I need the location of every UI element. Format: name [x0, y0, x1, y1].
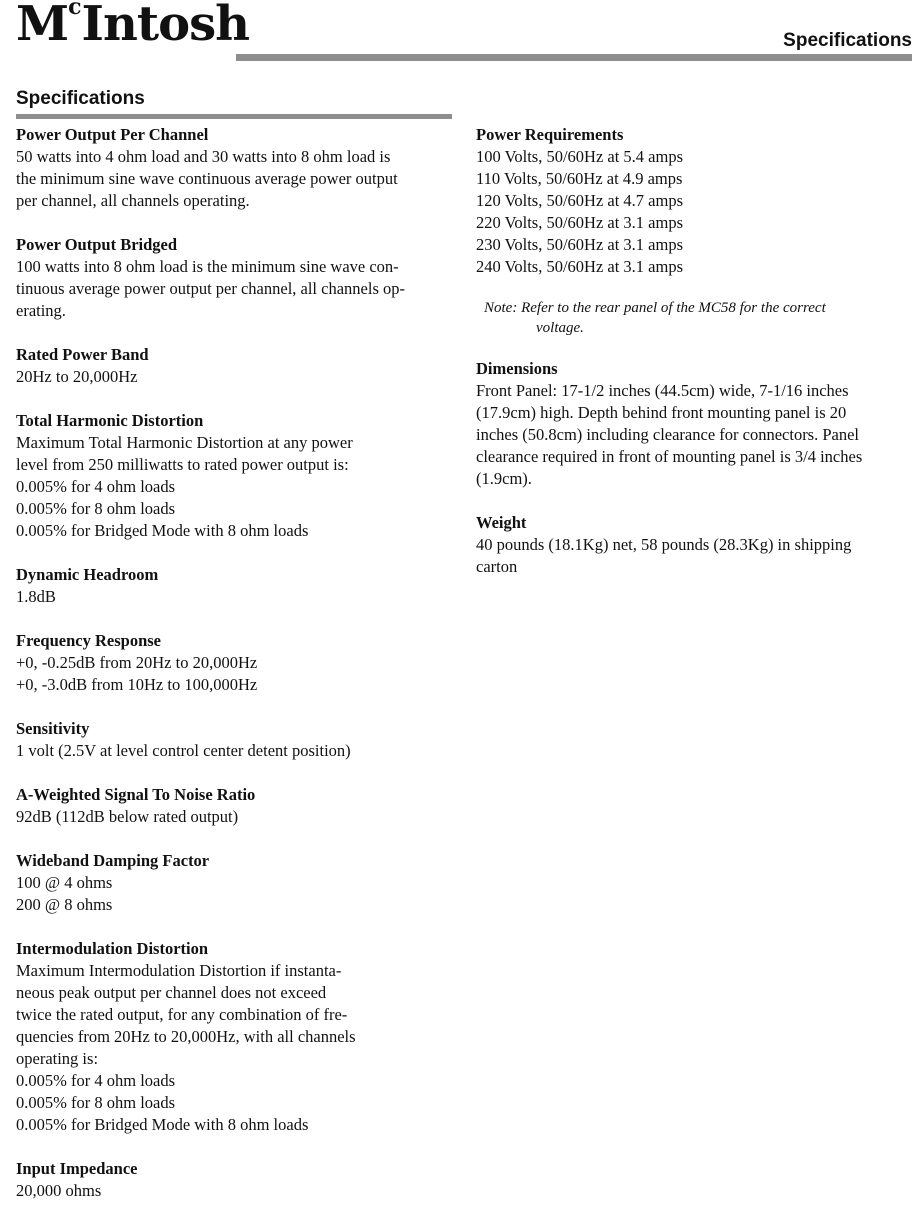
left-spec-column: [16, 124, 456, 1224]
spec-title: Intermodulation Distortion: [16, 939, 209, 958]
spec-line: 100 @ 4 ohms: [16, 873, 113, 892]
spec-line: the minimum sine wave continuous average power output: [16, 169, 398, 188]
spec-block: [16, 410, 456, 542]
spec-title: Rated Power Band: [16, 345, 149, 364]
spec-line: (1.9cm).: [476, 469, 532, 488]
spec-block: [16, 344, 456, 388]
spec-title: Sensitivity: [16, 719, 90, 738]
spec-line: 230 Volts, 50/60Hz at 3.1 amps: [476, 235, 684, 254]
spec-line: 240 Volts, 50/60Hz at 3.1 amps: [476, 257, 684, 276]
spec-title: Frequency Response: [16, 631, 161, 650]
spec-line: 20Hz to 20,000Hz: [16, 367, 138, 386]
spec-line: 120 Volts, 50/60Hz at 4.7 amps: [476, 191, 684, 210]
spec-line: Maximum Total Harmonic Distortion at any power: [16, 433, 353, 452]
spec-block: [16, 938, 456, 1136]
spec-line: 40 pounds (18.1Kg) net, 58 pounds (28.3Kg) in shipping: [476, 535, 852, 554]
spec-title: Dynamic Headroom: [16, 565, 159, 584]
note-line: Note: Refer to the rear panel of the MC58 for the correct: [484, 300, 826, 316]
spec-title: Dimensions: [476, 359, 558, 378]
spec-line: quencies from 20Hz to 20,000Hz, with all channels: [16, 1027, 356, 1046]
section-rule: [16, 114, 452, 119]
spec-line: carton: [476, 557, 518, 576]
spec-title: Power Output Bridged: [16, 235, 178, 254]
spec-line: (17.9cm) high. Depth behind front mounting panel is 20: [476, 403, 847, 422]
spec-line: twice the rated output, for any combination of fre-: [16, 1005, 348, 1024]
spec-line: 0.005% for 4 ohm loads: [16, 477, 176, 496]
spec-weight: [476, 512, 908, 578]
spec-line: level from 250 milliwatts to rated power output is:: [16, 455, 349, 474]
spec-line: 0.005% for 8 ohm loads: [16, 499, 176, 518]
header-rule: [236, 54, 912, 61]
right-spec-column: [476, 124, 908, 600]
spec-block: [16, 564, 456, 608]
spec-title: Power Output Per Channel: [16, 125, 209, 144]
spec-line: operating is:: [16, 1049, 99, 1068]
spec-line: 50 watts into 4 ohm load and 30 watts into 8 ohm load is: [16, 147, 391, 166]
spec-line: 92dB (112dB below rated output): [16, 807, 239, 826]
spec-power-requirements: [476, 124, 908, 278]
voltage-note: [484, 298, 908, 338]
spec-line: erating.: [16, 301, 66, 320]
spec-block: [16, 850, 456, 916]
spec-line: 110 Volts, 50/60Hz at 4.9 amps: [476, 169, 683, 188]
spec-line: +0, -0.25dB from 20Hz to 20,000Hz: [16, 653, 258, 672]
spec-line: Front Panel: 17-1/2 inches (44.5cm) wide, 7-1/16 inches: [476, 381, 849, 400]
spec-block: [16, 1158, 456, 1202]
note-line: voltage.: [536, 320, 584, 336]
spec-title: Power Requirements: [476, 125, 624, 144]
spec-line: clearance required in front of mounting panel is 3/4 inches: [476, 447, 863, 466]
spec-line: neous peak output per channel does not exceed: [16, 983, 327, 1002]
spec-block: [16, 124, 456, 212]
spec-line: 1 volt (2.5V at level control center detent position): [16, 741, 351, 760]
spec-block: [16, 630, 456, 696]
spec-block: [16, 234, 456, 322]
spec-line: Maximum Intermodulation Distortion if instanta-: [16, 961, 342, 980]
section-title: Specifications: [16, 88, 145, 109]
spec-line: 20,000 ohms: [16, 1181, 102, 1200]
spec-title: Wideband Damping Factor: [16, 851, 210, 870]
spec-title: A-Weighted Signal To Noise Ratio: [16, 785, 256, 804]
spec-line: tinuous average power output per channel, all channels op-: [16, 279, 405, 298]
spec-line: 0.005% for Bridged Mode with 8 ohm loads: [16, 1115, 309, 1134]
spec-line: per channel, all channels operating.: [16, 191, 250, 210]
spec-title: Input Impedance: [16, 1159, 138, 1178]
spec-line: +0, -3.0dB from 10Hz to 100,000Hz: [16, 675, 258, 694]
spec-line: 200 @ 8 ohms: [16, 895, 113, 914]
spec-line: inches (50.8cm) including clearance for connectors. Panel: [476, 425, 860, 444]
spec-line: 0.005% for 4 ohm loads: [16, 1071, 176, 1090]
spec-line: 0.005% for Bridged Mode with 8 ohm loads: [16, 521, 309, 540]
spec-title: Total Harmonic Distortion: [16, 411, 204, 430]
spec-block: [16, 718, 456, 762]
spec-dimensions: [476, 358, 908, 490]
mcintosh-logo: $M^cIntosh$: [16, 0, 250, 52]
spec-line: 1.8dB: [16, 587, 56, 606]
header-title: Specifications: [783, 30, 912, 51]
spec-line: 0.005% for 8 ohm loads: [16, 1093, 176, 1112]
spec-block: [16, 784, 456, 828]
spec-line: 220 Volts, 50/60Hz at 3.1 amps: [476, 213, 684, 232]
spec-line: 100 watts into 8 ohm load is the minimum sine wave con-: [16, 257, 399, 276]
spec-title: Weight: [476, 513, 527, 532]
spec-line: 100 Volts, 50/60Hz at 5.4 amps: [476, 147, 684, 166]
